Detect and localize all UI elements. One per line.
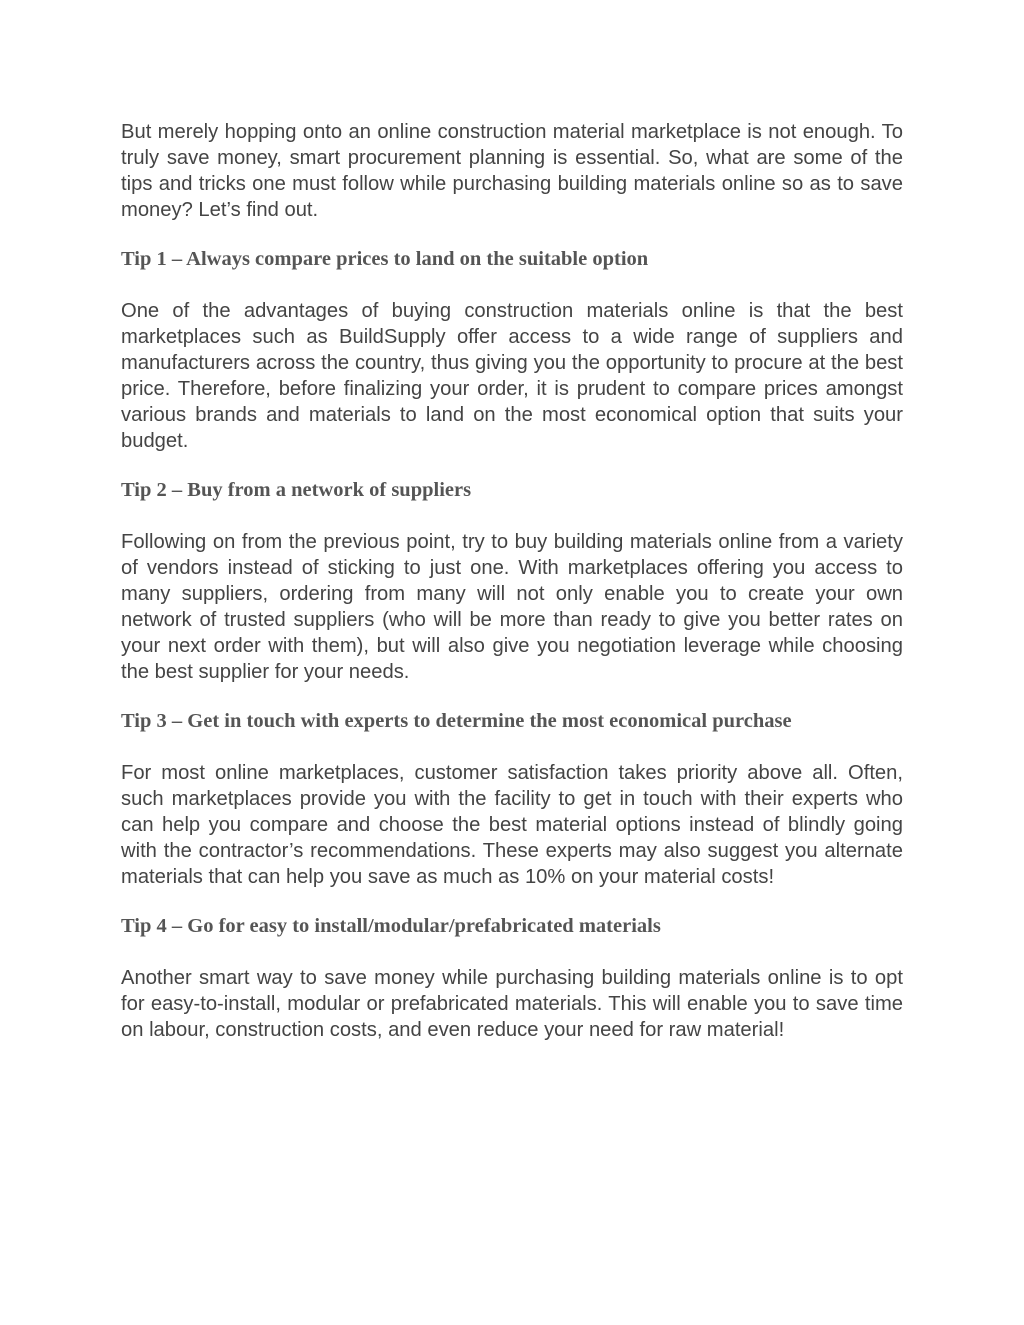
tip-2-heading: Tip 2 – Buy from a network of suppliers [121, 479, 472, 501]
tip-3-body: For most online marketplaces, customer satisfaction takes priority above all. Often, such marketplaces provide you with the facility to get in touch with their experts who can help you compare and choose the best material options instead of blindly going with the contractor’s recommendations. These experts may also suggest you alternate materials that can help you save as much as 10% on your material costs! [121, 762, 903, 888]
intro-paragraph: But merely hopping onto an online construction material marketplace is not enough. To truly save money, smart procurement planning is essential. So, what are some of the tips and tricks one must follow while purchasing building materials online so as to save money? Let’s find out. [121, 121, 903, 221]
tip-3-heading: Tip 3 – Get in touch with experts to determine the most economical purchase [121, 710, 792, 732]
tip-1-body: One of the advantages of buying construction materials online is that the best marketplaces such as BuildSupply offer access to a wide range of suppliers and manufacturers across the country, thus giving you the opportunity to procure at the best price. Therefore, before finalizing your order, it is prudent to compare prices amongst various brands and materials to land on the most economical option that suits your budget. [121, 300, 903, 452]
tip-4-body: Another smart way to save money while purchasing building materials online is to opt for easy-to-install, modular or prefabricated materials. This will enable you to save time on labour, construction costs, and even reduce your need for raw material! [121, 967, 903, 1041]
tip-2-body: Following on from the previous point, try to buy building materials online from a variety of vendors instead of sticking to just one. With marketplaces offering you access to many suppliers, ordering from many will not only enable you to create your own network of trusted suppliers (who will be more than ready to give you better rates on your next order with them), but will also give you negotiation leverage while choosing the best supplier for your needs. [121, 531, 903, 683]
tip-4-heading: Tip 4 – Go for easy to install/modular/prefabricated materials [121, 915, 661, 937]
tip-1-heading: Tip 1 – Always compare prices to land on the suitable option [121, 248, 649, 270]
document-page [121, 119, 903, 1066]
